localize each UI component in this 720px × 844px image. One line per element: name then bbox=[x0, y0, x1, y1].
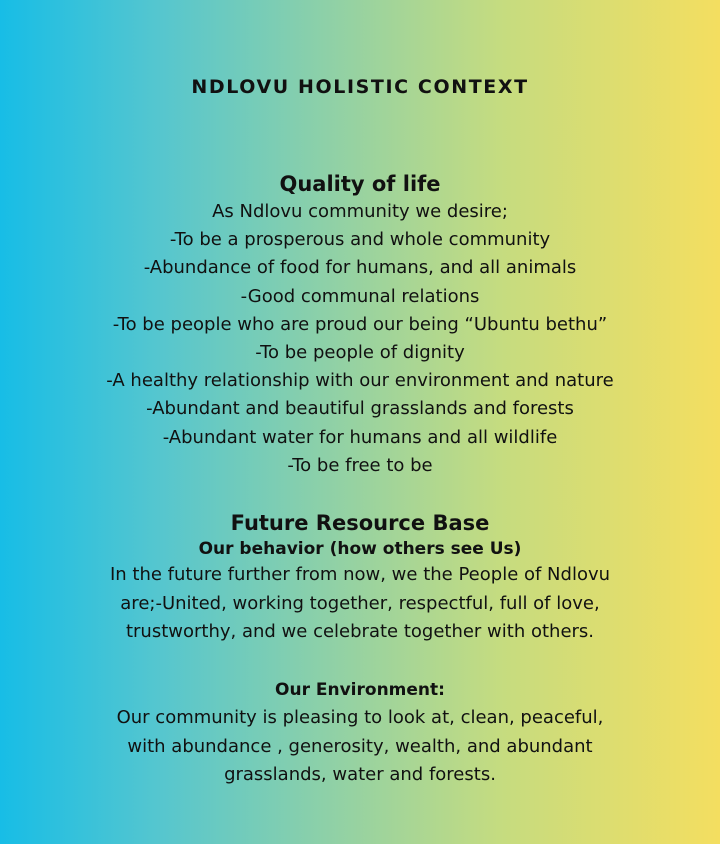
future-paragraph-line: In the future further from now, we the People of Ndlovu bbox=[109, 564, 611, 585]
environment-paragraph-line: with abundance , generosity, wealth, and abundant bbox=[127, 735, 593, 757]
quality-of-life-heading: Quality of life bbox=[279, 172, 441, 196]
future-paragraph-line: are;-United, working together, respectful, full of love, bbox=[120, 592, 600, 614]
quality-line: -Abundant water for humans and all wildlife bbox=[162, 426, 558, 448]
quality-line: -Abundance of food for humans, and all animals bbox=[143, 257, 577, 279]
future-resource-base-section bbox=[0, 509, 720, 647]
future-paragraph-line: trustworthy, and we celebrate together with others. bbox=[125, 621, 595, 642]
document-title: NDLOVU HOLISTIC CONTEXT bbox=[191, 76, 529, 98]
future-resource-base-heading: Future Resource Base bbox=[230, 511, 490, 535]
quality-of-life-section bbox=[0, 170, 720, 480]
environment-paragraph-line: Our community is pleasing to look at, clean, peaceful, bbox=[116, 707, 604, 728]
quality-line: -Abundant and beautiful grasslands and forests bbox=[146, 398, 574, 420]
environment-paragraph-line: grasslands, water and forests. bbox=[224, 764, 496, 785]
quality-line: -A healthy relationship with our environment and nature bbox=[106, 370, 614, 392]
quality-line: -To be a prosperous and whole community bbox=[169, 229, 551, 251]
our-environment-heading: Our Environment: bbox=[275, 680, 445, 700]
quality-line: -To be people of dignity bbox=[255, 342, 465, 364]
our-environment-section bbox=[0, 678, 720, 790]
quality-line: -To be people who are proud our being “Ubuntu bethu” bbox=[112, 313, 608, 335]
behavior-subheading: Our behavior (how others see Us) bbox=[198, 539, 522, 559]
quality-line: As Ndlovu community we desire; bbox=[212, 201, 508, 222]
quality-line: -To be free to be bbox=[287, 454, 433, 476]
quality-line: -Good communal relations bbox=[240, 285, 480, 307]
